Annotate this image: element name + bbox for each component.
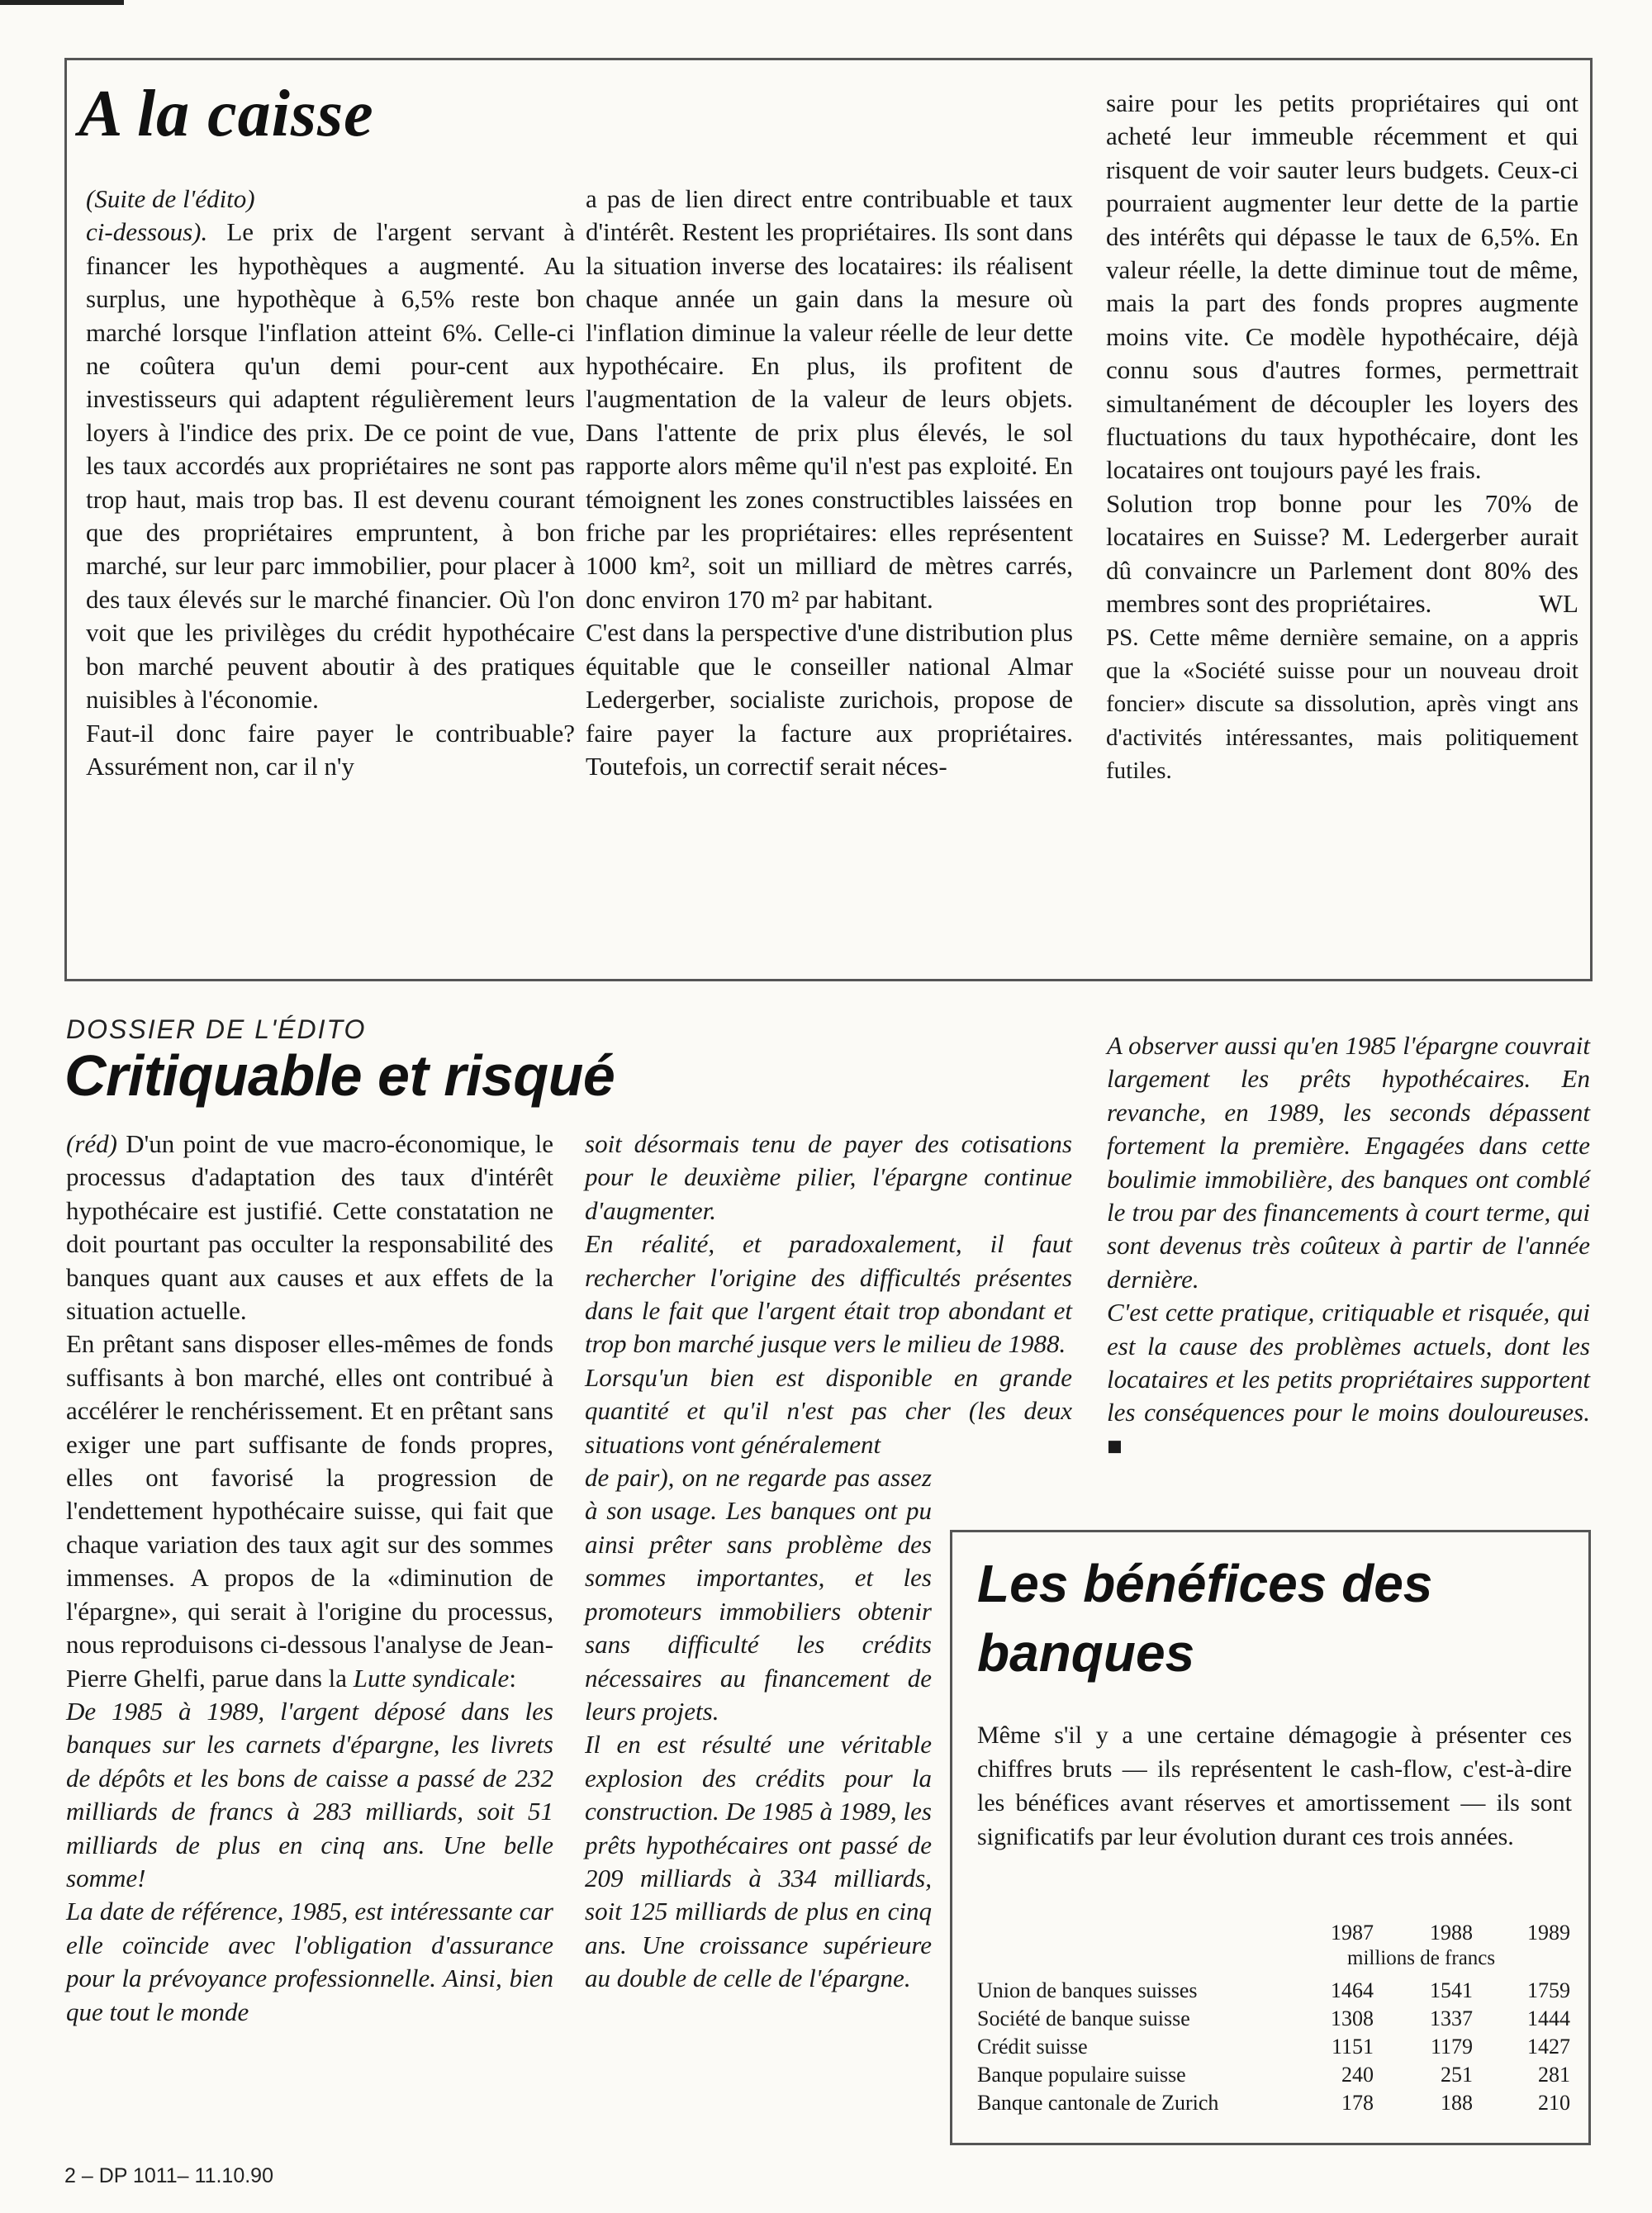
quote-paragraph: Lorsqu'un bien est disponible en grande quantité et qu'il n'est pas cher (les deux situations vont généralement: [585, 1362, 1072, 1459]
dossier-column-1: [66, 1128, 553, 2029]
bank-name: Union de banques suisses: [977, 1978, 1198, 2002]
paragraph: saire pour les petits propriétaires qui ont acheté leur immeuble récemment et qui risquent de voir sauter leurs budgets. Ceux-ci pourraient augmenter leur dette de la partie des intérêts qui dépasse le taux de 6,5%. En valeur réelle, la dette diminue tout de même, mais la part des fonds propres augmente moins vite. Ce modèle hypothécaire, déjà connu sous d'autres formes, permettrait simultanément de découpler les loyers des fluctuations du taux hypothécaire, dont les locataires ont toujours payé les frais.: [1106, 88, 1578, 485]
quote-paragraph: de pair), on ne regarde pas assez à son usage. Les banques ont pu ainsi prêter sans problème des sommes importantes, et les promoteurs immobiliers obtenir sans difficulté les crédits nécessaires au financement de leurs projets.: [585, 1463, 932, 1726]
page-footer: 2 – DP 1011– 11.10.90: [64, 2164, 273, 2187]
table-cell: 210: [1538, 2091, 1570, 2115]
paragraph: [66, 1128, 553, 1327]
article-column-2: [586, 183, 1073, 783]
sidebar-bank-profits: [950, 1530, 1591, 2145]
quote-paragraph: Il en est résulté une véritable explosion des crédits pour la construction. De 1985 à 1989, les prêts hypothécaires ont passé de 209 milliards à 334 milliards, soit 125 milliards de plus en cinq ans. Une croissance supérieure au double de celle de l'épargne.: [585, 1730, 932, 1993]
paragraph-text: C'est cette pratique, critiquable et risquée, qui est la cause des problèmes actuels, dont les locataires et les petits propriétaires supportent les conséquences pour le moins douloureuses.: [1107, 1298, 1590, 1427]
dossier-column-3: [1107, 1029, 1590, 1463]
postscript: PS. Cette même dernière semaine, on a appris que la «Société suisse pour un nouveau droit foncier» discute sa dissolution, après vingt ans d'activités intéressantes, mais politiquement futiles.: [1106, 624, 1578, 785]
paragraph: Faut-il donc faire payer le contribuable? Assurément non, car il n'y: [86, 718, 575, 781]
column-header-year: 1987: [1331, 1921, 1374, 1945]
table-cell: 1444: [1527, 2006, 1570, 2030]
signature: WL: [1538, 589, 1578, 619]
paragraph-text: D'un point de vue macro-économique, le processus d'adaptation des taux d'intérêt hypothécaire est justifié. Cette constatation ne doit pourtant pas occulter la responsabilité des banques quant aux causes et aux effets de la situation actuelle.: [66, 1129, 553, 1326]
end-mark: ■: [1107, 1431, 1123, 1460]
paragraph: [66, 1327, 553, 1694]
bank-name: Banque cantonale de Zurich: [977, 2091, 1219, 2115]
column-header-year: 1988: [1430, 1921, 1473, 1945]
article-column-3: [1106, 87, 1578, 788]
paragraph: [86, 216, 575, 716]
paragraph-text: Solution trop bonne pour les 70% de locataires en Suisse? M. Ledergerber aurait dû convaincre un Parlement dont 80% des membres sont des propriétaires.: [1106, 488, 1578, 619]
sidebar-title: Les bénéfices des banques: [977, 1554, 1433, 1683]
quote-paragraph: soit désormais tenu de payer des cotisations pour le deuxième pilier, l'épargne continue d'augmenter.: [585, 1129, 1072, 1225]
table-row: [977, 1978, 1572, 2006]
quote-paragraph: La date de référence, 1985, est intéressante car elle coïncide avec l'obligation d'assurance pour la prévoyance professionnelle. Ainsi, bien que tout le monde: [66, 1897, 553, 2026]
table-cell: 1337: [1430, 2006, 1473, 2030]
paragraph: [86, 183, 575, 216]
paragraph-text: En prêtant sans disposer elles-mêmes de fonds suffisants à bon marché, elles ont contribué à accélérer le renchérissement. Et en prêtant sans exiger une part suffisante de fonds propres, elles ont favorisé la progression de l'endettement hypothécaire suisse, qui fait que chaque variation des taux agit sur des sommes immenses. A propos de la «diminution de l'épargne», qui serait à l'origine du processus, nous reproduisons ci-dessous l'analyse de Jean-Pierre Ghelfi, parue dans la: [66, 1329, 553, 1693]
paragraph: C'est dans la perspective d'une distribution plus équitable que le conseiller national Almar Ledergerber, socialiste zurichois, propose de faire payer la facture aux propriétaires. Toutefois, un correctif serait néces-: [586, 618, 1073, 781]
bank-name: Banque populaire suisse: [977, 2063, 1186, 2087]
lead-note-cont: ci-dessous).: [86, 217, 208, 247]
lead-note: (Suite de l'édito): [86, 184, 255, 213]
table-cell: 281: [1538, 2063, 1570, 2087]
bank-name: Société de banque suisse: [977, 2006, 1190, 2030]
quote-paragraph: En réalité, et paradoxalement, il faut rechercher l'origine des difficultés présentes dans le fait que l'argent était trop abondant et trop bon marché jusque vers le milieu de 1988.: [585, 1229, 1072, 1359]
punctuation: :: [509, 1663, 516, 1693]
quote-paragraph: A observer aussi qu'en 1985 l'épargne couvrait largement les prêts hypothécaires. En revanche, en 1989, les seconds dépassent fortement la première. Engagées dans cette boulimie immobilière, des banques ont comblé le trou par des financements à court terme, qui sont devenus très coûteux à partir de l'année dernière.: [1107, 1031, 1590, 1294]
table-row: [977, 2091, 1572, 2119]
column-header-year: 1989: [1527, 1921, 1570, 1945]
table-row: [977, 2035, 1572, 2063]
table-row: [977, 2006, 1572, 2035]
table-cell: 240: [1341, 2063, 1374, 2087]
table-cell: 1308: [1331, 2006, 1374, 2030]
quote-paragraph: De 1985 à 1989, l'argent déposé dans les banques sur les carnets d'épargne, les livrets de dépôts et les bons de caisse a passé de 232 milliards de francs à 283 milliards, soit 51 milliards de plus en cinq ans. Une belle somme!: [66, 1696, 553, 1892]
table-cell: 1541: [1430, 1978, 1473, 2002]
table-cell: 178: [1341, 2091, 1374, 2115]
table-cell: 251: [1441, 2063, 1473, 2087]
bank-name: Crédit suisse: [977, 2035, 1088, 2059]
table-cell: 188: [1441, 2091, 1473, 2115]
unit-label: millions de francs: [1347, 1947, 1496, 1969]
paragraph-text: Le prix de l'argent servant à financer les hypothèques a augmenté. Au surplus, une hypothèque à 6,5% reste bon marché lorsque l'inflation atteint 6%. Celle-ci ne coûtera qu'un demi pour-cent aux investisseurs qui adaptent régulièrement leurs loyers à l'indice des prix. De ce point de vue, les taux accordés aux propriétaires ne sont pas trop haut, mais trop bas. Il est devenu courant que des propriétaires empruntent, à bon marché, sur leur parc immobilier, pour placer à des taux élevés sur le marché financier. Où l'on voit que les privilèges du crédit hypothécaire bon marché peuvent aboutir à des pratiques nuisibles à l'économie.: [86, 217, 575, 715]
article-title: Critiquable et risqué: [64, 1043, 615, 1108]
article-a-la-caisse: [64, 58, 1593, 981]
article-column-1: [86, 183, 575, 783]
top-rule: [0, 0, 124, 5]
paragraph: [1106, 487, 1578, 621]
paragraph: a pas de lien direct entre contribuable et taux d'intérêt. Restent les propriétaires. Ils sont dans la situation inverse des locataires: ils réalisent chaque année un gain dans la mesure où l'inflation diminue la valeur réelle de leur dette hypothécaire. En plus, ils profitent de l'augmentation de la valeur de leurs objets. Dans l'attente de prix plus élevés, le sol rapporte alors même qu'il n'est pas exploité. En témoignent les zones constructibles laissées en friche par les propriétaires: elles représentent 1000 km², soit un milliard de mètres carrés, donc environ 170 m² par habitant.: [586, 184, 1073, 614]
publication-name: Lutte syndicale: [353, 1663, 510, 1693]
article-title: A la caisse: [78, 78, 374, 150]
sidebar-intro: Même s'il y a une certaine démagogie à présenter ces chiffres bruts — ils représentent le cash-flow, c'est-à-dire les bénéfices avant réserves et amortissement — ils sont significatifs par leur évolution durant ces trois années.: [977, 1721, 1572, 1850]
section-kicker: DOSSIER DE L'ÉDITO: [66, 1014, 367, 1044]
table-cell: 1151: [1331, 2035, 1374, 2059]
table-cell: 1759: [1527, 1978, 1570, 2002]
quote-paragraph: [1107, 1296, 1590, 1463]
table-cell: 1427: [1527, 2035, 1570, 2059]
redaction-mark: (réd): [66, 1129, 117, 1158]
table-cell: 1464: [1331, 1978, 1374, 2002]
table-row: [977, 2063, 1572, 2091]
table-cell: 1179: [1430, 2035, 1473, 2059]
